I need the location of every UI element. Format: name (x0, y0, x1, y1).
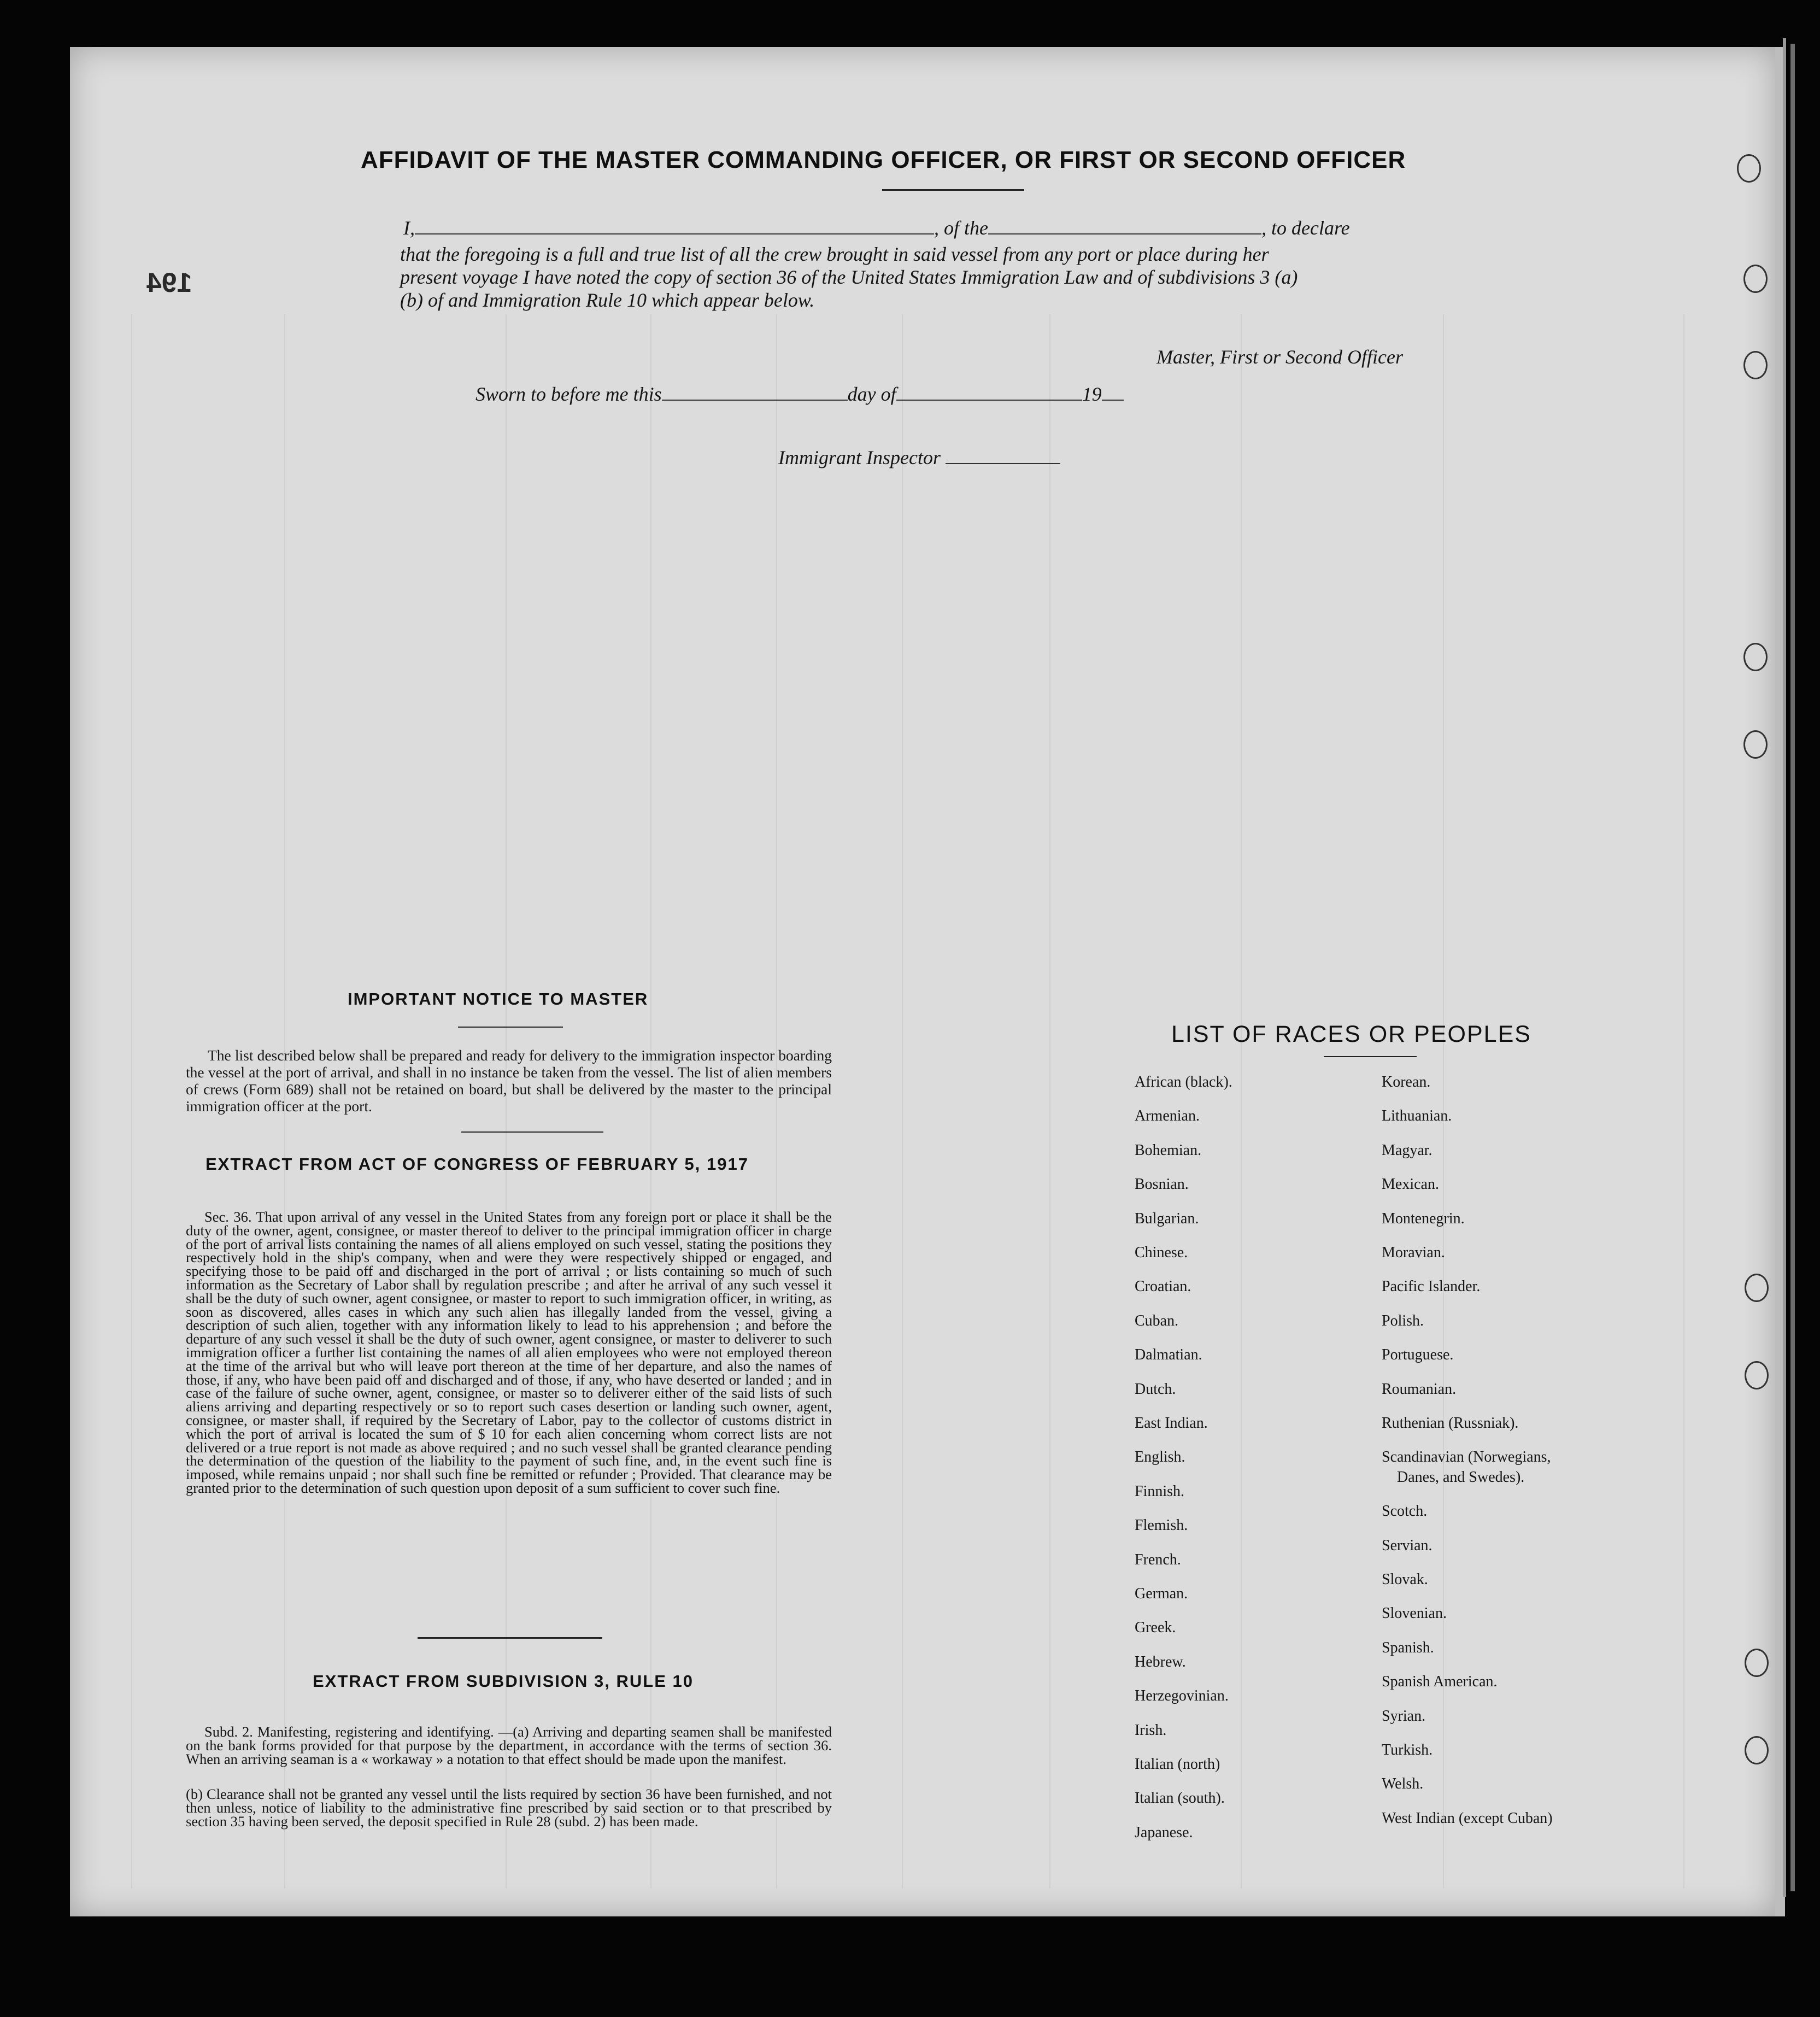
page-stack-edge (1790, 44, 1795, 1891)
race-item: Herzegovinian. (1135, 1687, 1229, 1705)
title-underline (882, 189, 1024, 191)
race-item: Bohemian. (1135, 1141, 1202, 1159)
race-item: Slovenian. (1382, 1605, 1447, 1622)
name-blank (415, 233, 934, 234)
race-item: Montenegrin. (1382, 1210, 1465, 1227)
divider (458, 1027, 563, 1028)
month-blank (896, 400, 1082, 401)
race-item: Servian. (1382, 1537, 1432, 1554)
rule-heading: EXTRACT FROM SUBDIVISION 3, RULE 10 (313, 1672, 694, 1691)
act-text: Sec. 36. That upon arrival of any vessel in the United States from any foreign port or place it shall be the duty of the owner, agent, consignee, or master thereof to deliver to the principal immigration officer in charge of the port of arrival lists containing the names of all aliens employed on such vessel, stating the positions they respectively hold in the ship's company, when and were they were respectively shipped or engaged, and specifying those to be paid off and discharged in the port of arrival ; or lists containing so much of such information as the Secretary of Labor shall by regulation prescribe ; and after he arrival of any such vessel it shall be the duty of such owner, agent consignee, or master to report to such immigration officer, in writing, as soon as discovered, alles cases in which any such alien has illegally landed from the vessel, giving a description of such alien, together with any information likely to lead to his apprehension ; and before the departure of any such vessel it shall be the duty of such owner, agent consignee, or master to deliverer to such immigration officer a further list containing the names of all alien employees who were not employed thereon at the time of the arrival but who will leave port thereon at the time of her departure, and also the names of those, if any, who have been paid off and discharged and of those, if any, who have deserted or landed ; and in case of the failure of suche owner, agent, consignee, or master so to deliverer either of the said lists of such aliens arriving and departing respectively or so to report such cases desertion or landing such owner, agent, consignee, or master shall, if required by the Secretary of Labor, pay to the collector of customs district in which the port of arrival is located the sum of $ 10 for each alien concerning whom correct lists are not delivered or a true report is not made as above required ; and no such vessel shall be granted clearance pending the determination of the question of the liability to the payment of such fine, and, in the event such fine is imposed, while remains unpaid ; nor shall such fine be remitted or refunder ; Provided. That clearance may be granted prior to the determination of such question upon deposit of a sum sufficient to cover such fine. (186, 1209, 832, 1496)
race-item: Flemish. (1135, 1517, 1188, 1534)
race-item: Irish. (1135, 1721, 1167, 1739)
affidavit-line-3: present voyage I have noted the copy of section 36 of the United States Immigration Law and of subdivisions 3 (a) (400, 266, 1298, 288)
notice-text: The list described below shall be prepared and ready for delivery to the immigration inspector boarding the vessel at the port of arrival, and shall in no instance be taken from the vessel. The list of alien members of crews (Form 689) shall not be retained on board, but shall be delivered by the master to the principal immigration officer at the port. (186, 1047, 832, 1115)
race-item: Scotch. (1382, 1503, 1428, 1520)
affidavit-line-4: (b) of and Immigration Rule 10 which appear below. (400, 289, 815, 311)
divider (1324, 1056, 1417, 1057)
page-stamp: 194 (146, 267, 192, 298)
race-item: Chinese. (1135, 1244, 1188, 1261)
punch-hole (1745, 1274, 1769, 1302)
inspector-blank (946, 463, 1060, 464)
race-item: Roumanian. (1382, 1380, 1457, 1398)
vessel-blank (988, 233, 1261, 234)
race-item: Japanese. (1135, 1823, 1193, 1841)
page-stack-edge (1783, 38, 1786, 1897)
affidavit-line-1: I, , of the , to declare (403, 217, 1350, 239)
race-item: Slovak. (1382, 1571, 1428, 1588)
race-item: Italian (south). (1135, 1790, 1225, 1807)
bleed-through-line (131, 314, 132, 1889)
race-item: Scandinavian (Norwegians, (1382, 1449, 1551, 1466)
race-item: Dutch. (1135, 1380, 1176, 1398)
punch-hole (1743, 351, 1768, 379)
rule-text-a: Subd. 2. Manifesting, registering and identifying. —(a) Arriving and departing seamen shall be manifested on the bank forms provided for that purpose by the department, in accordance with the terms of section 36. When an arriving seaman is a « workaway » a notation to that effect should be made upon the manifest. (186, 1723, 832, 1767)
race-item: Lithuanian. (1382, 1107, 1452, 1125)
bleed-through-line (1049, 314, 1050, 1889)
act-heading: EXTRACT FROM ACT OF CONGRESS OF FEBRUARY 5, 1917 (206, 1154, 749, 1174)
race-item: West Indian (except Cuban) (1382, 1809, 1553, 1827)
race-item: Croatian. (1135, 1278, 1191, 1295)
race-item: Finnish. (1135, 1482, 1185, 1500)
notice-heading: IMPORTANT NOTICE TO MASTER (348, 989, 649, 1009)
race-item: French. (1135, 1551, 1181, 1568)
punch-hole (1743, 643, 1768, 671)
race-item: Armenian. (1135, 1107, 1200, 1125)
race-item: Cuban. (1135, 1312, 1179, 1329)
race-item: Spanish. (1382, 1639, 1434, 1656)
race-item: Turkish. (1382, 1742, 1433, 1758)
punch-hole (1737, 154, 1761, 183)
year-blank (1102, 400, 1124, 401)
race-item: Ruthenian (Russniak). (1382, 1415, 1519, 1432)
races-title: LIST OF RACES OR PEOPLES (1171, 1021, 1531, 1047)
bleed-through-line (1443, 314, 1444, 1889)
race-item: Korean. (1382, 1074, 1431, 1090)
punch-hole (1743, 265, 1768, 293)
race-item: English. (1135, 1449, 1185, 1466)
race-item: Moravian. (1382, 1244, 1445, 1261)
race-item: Mexican. (1382, 1176, 1439, 1193)
sworn-line: Sworn to before me this day of 19 (475, 383, 1124, 406)
divider (418, 1637, 602, 1639)
bleed-through-line (1241, 314, 1242, 1889)
punch-hole (1745, 1361, 1769, 1389)
race-item: Welsh. (1382, 1775, 1424, 1793)
race-item: Syrian. (1382, 1707, 1426, 1725)
document-page (70, 47, 1775, 1916)
race-item: Danes, and Swedes). (1397, 1468, 1525, 1486)
race-item: Dalmatian. (1135, 1346, 1202, 1364)
race-item: Polish. (1382, 1312, 1424, 1329)
inspector-line: Immigrant Inspector (778, 446, 1060, 469)
race-item: Italian (north) (1135, 1756, 1220, 1773)
rule-text-b: (b) Clearance shall not be granted any vessel until the lists required by section 36 have been furnished, and not then unless, notice of liability to the administrative fine prescribed by said section or to that prescribed by section 35 having been served, the deposit specified in Rule 28 (subd. 2) has been made. (186, 1786, 832, 1830)
race-item: Greek. (1135, 1619, 1176, 1637)
race-item: Bulgarian. (1135, 1210, 1199, 1227)
race-item: East Indian. (1135, 1415, 1208, 1432)
punch-hole (1745, 1736, 1769, 1764)
race-item: Spanish American. (1382, 1673, 1498, 1691)
bleed-through-line (902, 314, 903, 1889)
race-item: African (black). (1135, 1074, 1232, 1090)
punch-hole (1745, 1649, 1769, 1677)
affidavit-title: AFFIDAVIT OF THE MASTER COMMANDING OFFICER, OR FIRST OR SECOND OFFICER (361, 146, 1406, 173)
race-item: Pacific Islander. (1382, 1278, 1481, 1295)
race-item: Hebrew. (1135, 1653, 1186, 1670)
race-item: Portuguese. (1382, 1346, 1454, 1364)
race-item: Bosnian. (1135, 1176, 1189, 1193)
affidavit-line-2: that the foregoing is a full and true list of all the crew brought in said vessel from any port or place during her (400, 243, 1269, 265)
day-blank (662, 400, 848, 401)
race-item: German. (1135, 1585, 1188, 1602)
divider (461, 1131, 603, 1133)
bleed-through-line (1683, 314, 1684, 1889)
punch-hole (1743, 730, 1768, 759)
master-signature-label: Master, First or Second Officer (1156, 346, 1403, 368)
race-item: Magyar. (1382, 1141, 1432, 1159)
